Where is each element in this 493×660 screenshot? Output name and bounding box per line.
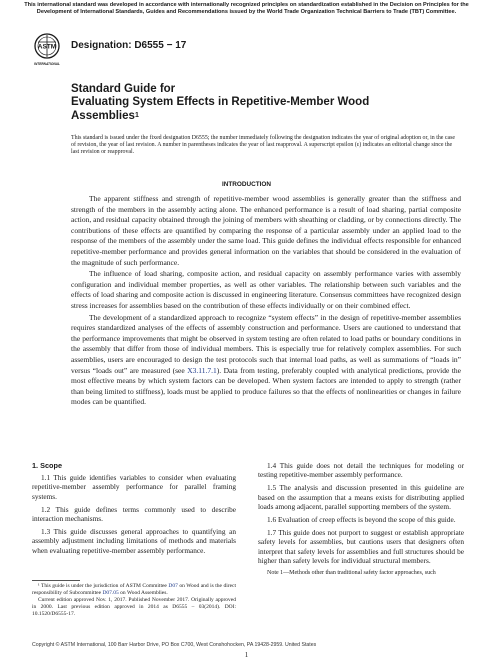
title-line-3 (71, 110, 401, 123)
title-line-1: Standard Guide for (71, 83, 176, 95)
subcommittee-link-d07-05[interactable]: D07.05 (102, 590, 119, 596)
introduction-body (71, 194, 461, 409)
section-link-x3[interactable]: X3.11.7.1 (187, 365, 217, 375)
introduction-heading: INTRODUCTION (222, 181, 271, 188)
intro-p3-before: The development of a standardized approach to recognize “system effects” in the design of repetitive-member assemblies requires standardized analyses of the effects of assembly construction and performance. Users are cautioned to understand that the performance improvements that might be observed in system testing are often related to load paths or boundary conditions in the assembly that differ from those of individual members. This is especially true for relatively complex assemblies. For such assemblies, users are encouraged to design the test protocols such that internal load paths, as well as summations of “loads in” versus “loads out” are measured (see (71, 312, 461, 375)
footnote-2: Current edition approved Nov. 1, 2017. Published November 2017. Originally approved in 2000. Last previous edition approved in 2014 as D6555 – 03(2014). DOI: 10.1520/D6555-17. (32, 597, 236, 617)
intro-paragraph-2: The influence of load sharing, composite action, and residual capacity on assembly performance varies with assembly configuration and individual member properties, as well as other variables. The relationship between such variables and the effects of load sharing and composite action is discussed in engineering literature. Consensus committees have recognized design stress increases for assemblies based on the contribution of these effects individually or on their combined effect. (71, 269, 461, 310)
scope-left-column (32, 461, 236, 559)
astm-logo (32, 33, 62, 67)
scope-note-1: Note 1—Methods other than traditional safety factor approaches, such (267, 570, 436, 577)
intro-paragraph-1: The apparent stiffness and strength of repetitive-member wood assemblies is generally greater than the stiffness and strength of the members in the assembly acting alone. The enhanced performance is a result of load sharing, partial composite action, and residual capacity obtained through the joining of members with sheathing or cladding, or by connections directly. The contributions of these effects are quantified by comparing the response of a particular assembly under an applied load to the response of the members of the assembly under the same load. This guide defines the individual effects responsible for enhanced repetitive-member performance and provides general information on the variables that should be considered in the evaluation of the magnitude of such performance. (71, 194, 461, 267)
scope-right-column (258, 461, 464, 582)
scope-1-1: 1.1 This guide identifies variables to consider when evaluating repetitive-member assembly performance for parallel framing systems. (32, 473, 236, 501)
page-number: 1 (244, 651, 249, 659)
scope-1-5: 1.5 The analysis and discussion presented in this guideline are based on the assumption that a means exists for distributing applied loads among adjacent, parallel supporting members of the system. (258, 483, 464, 511)
scope-1-6: 1.6 Evaluation of creep effects is beyond the scope of this guide. (267, 515, 456, 525)
astm-logo-icon (32, 33, 62, 67)
copyright-line: Copyright © ASTM International, 100 Barr Harbor Drive, PO Box C700, West Conshohocken, PA 19428-2959. United States (32, 642, 317, 648)
scope-heading: 1. Scope (32, 461, 63, 470)
title-footnote-mark: 1 (134, 111, 139, 119)
scope-1-3: 1.3 This guide discusses general approaches to quantifying an assembly adjustment including limitations of methods and materials when evaluating repetitive-member assembly performance. (32, 527, 236, 555)
logo-subtext: INTERNATIONAL (34, 62, 60, 66)
scope-1-4: 1.4 This guide does not detail the techniques for modeling or testing repetitive-member assembly performance. (258, 461, 464, 480)
scope-1-2: 1.2 This guide defines terms commonly used to describe interaction mechanisms. (32, 504, 236, 524)
title-line-2: Evaluating System Effects in Repetitive-Member Wood (71, 96, 370, 109)
footnote (32, 583, 236, 618)
footnote-1-mid: on Wood and is the direct responsibility of Subcommittee (32, 583, 236, 596)
scope-1-7: 1.7 This guide does not purport to suggest or establish appropriate safety levels for assemblies, but cautions users that designers often interpret that safety levels for assemblies and full structures should be higher than safety levels for individual structural members. (258, 528, 464, 565)
intro-p3-after: ). Data from testing, preferably coupled with analytical predictions, provide the most effective means by which system factors can be developed. When system factors are intended to apply to strength (rather than being limited to stiffness), loads must be applied to produce failures so that the effects of nonlinearities or changes in failure modes can be quantified. (71, 365, 462, 407)
committee-link-d07[interactable]: D07 (168, 583, 178, 589)
designation: Designation: D6555 − 17 (71, 40, 187, 51)
footnote-1-before: ¹ This guide is under the jurisdiction of ASTM Committee (38, 583, 169, 589)
footnote-1-after: on Wood Assemblies. (118, 590, 168, 596)
issued-statement: This standard is issued under the fixed designation D6555; the number immediately following the designation indicates the year of original adoption or, in the case of revision, the year of last revision. A number in parentheses indicates the year of last reapproval. A superscript epsilon (ε) indicates an editorial change since the last revision or reapproval. (71, 135, 456, 156)
wto-notice: This international standard was developed in accordance with internationally recognized principles on standardization established in the Decision on Principles for the Development of International Standards, Guides and Recommendations issued by the World Trade Organization Technical Barriers to Trade (TBT) Committee. (24, 2, 469, 15)
intro-paragraph-3 (71, 313, 461, 408)
logo-text: ASTM (37, 43, 57, 51)
footnote-1 (32, 583, 236, 597)
document-title (71, 83, 401, 123)
footnote-divider (32, 580, 80, 581)
title-line-3-text: Assemblies (71, 109, 135, 122)
